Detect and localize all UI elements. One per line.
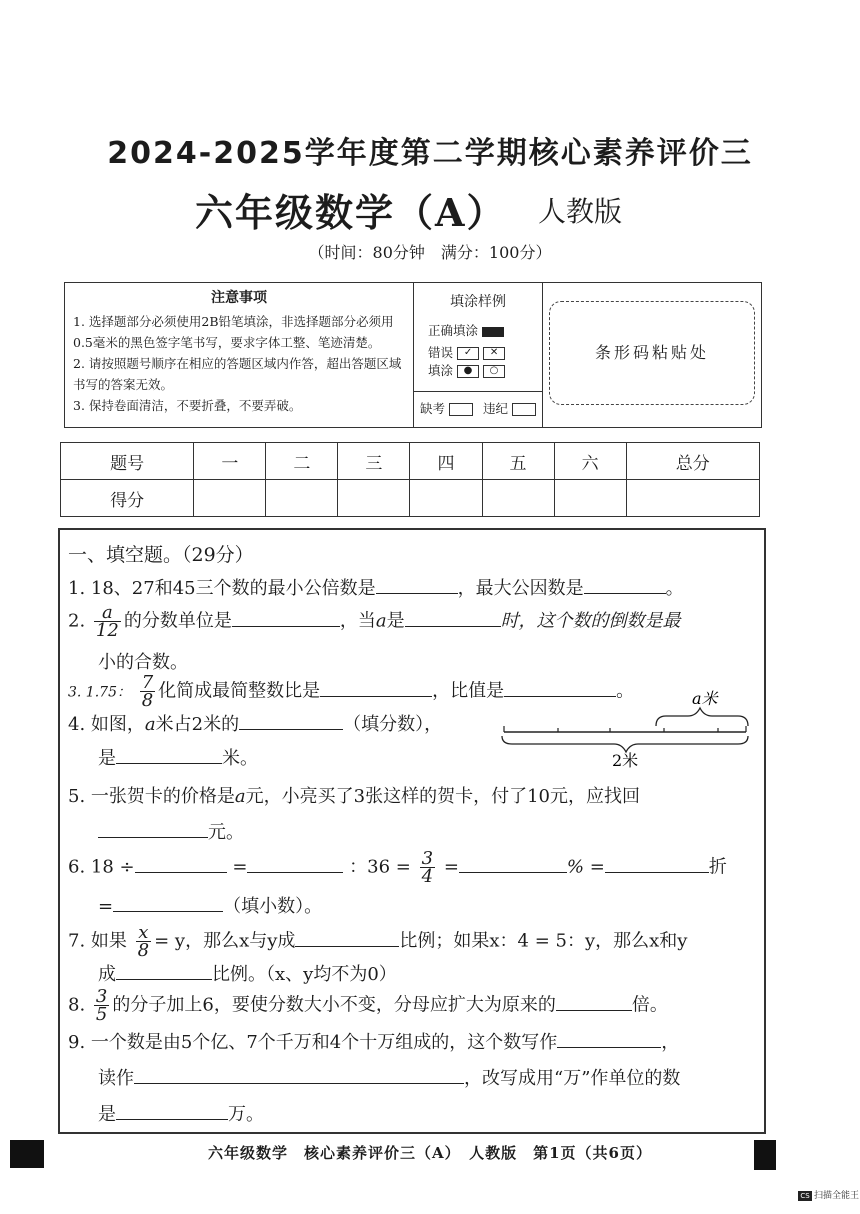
q2-variable: a (375, 610, 387, 632)
fraction-denominator: 8 (141, 690, 154, 711)
filled-box-icon (482, 327, 504, 337)
question-5 (68, 782, 640, 808)
score-input-cell[interactable] (626, 480, 759, 517)
correct-fill-row (428, 321, 504, 339)
q6-text-2: = (232, 856, 248, 878)
q1-text: 1. 18、27和45三个数的最小公倍数是 (68, 578, 376, 599)
fraction-denominator: 8 (137, 940, 150, 961)
wrong-fill-label-2: 填涂 (428, 363, 454, 378)
question-6-line2 (98, 892, 322, 918)
segment-figure (496, 690, 756, 768)
violation-checkbox[interactable] (512, 403, 536, 416)
answer-blank[interactable] (295, 928, 399, 947)
circle-box-icon: ○ (483, 365, 505, 378)
q7-text-2: = y，那么x与y成 (154, 930, 296, 952)
notice-item: 1. 选择题部分必须使用2B铅笔填涂，非选择题部分必须用0.5毫米的黑色签字笔书写，要求字体工整、笔迹清楚。 (73, 314, 394, 350)
question-9-line2 (98, 1064, 680, 1090)
q2-text-4: 时，这个数的倒数是最 (500, 610, 681, 632)
fraction-numerator: 7 (141, 672, 154, 693)
fraction (140, 674, 155, 709)
q2-text-2: ，当 (339, 610, 376, 632)
fill-sample-panel (414, 283, 543, 427)
answer-blank[interactable] (557, 1029, 661, 1048)
q8-text-2: 倍。 (631, 994, 668, 1016)
q3-text: 3. 1.75： (68, 684, 131, 701)
q3-text-3: ，比值是 (432, 680, 505, 702)
q4-text-3: （填分数）， (343, 714, 443, 735)
q2-number: 2. (68, 610, 86, 632)
q8-number: 8. (68, 994, 86, 1016)
table-cell: 三 (338, 443, 410, 480)
question-9-line3 (98, 1100, 264, 1126)
fraction-numerator: a (94, 604, 121, 622)
answer-blank[interactable] (247, 854, 343, 873)
scanner-logo-icon: CS (798, 1191, 812, 1201)
q8-text: 的分子加上6，要使分数大小不变，分母应扩大为原来的 (112, 994, 556, 1016)
edition-label: 人教版 (538, 195, 623, 228)
notice-panel (65, 283, 414, 427)
answer-blank[interactable] (584, 575, 666, 594)
correct-fill-label: 正确填涂 (428, 323, 479, 338)
table-cell: 四 (410, 443, 482, 480)
answer-blank[interactable] (239, 711, 343, 730)
table-cell: 二 (266, 443, 338, 480)
question-6 (68, 850, 727, 885)
q6-text-5: % = (566, 856, 605, 878)
answer-blank[interactable] (116, 1101, 228, 1120)
exam-title: 2024-2025学年度第二学期核心素养评价三 (107, 136, 753, 171)
fraction-denominator: 5 (95, 1004, 108, 1025)
score-input-cell[interactable] (338, 480, 410, 517)
exam-subtitle: 六年级数学（A） (195, 190, 507, 235)
q9-text-2: ， (661, 1032, 680, 1053)
notice-item: 2. 请按照题号顺序在相应的答题区域内作答，超出答题区域书写的答案无效。 (73, 356, 402, 392)
top-brace (656, 708, 748, 726)
watermark-text: 扫描全能王 (814, 1191, 860, 1201)
wrong-fill-label: 错误 (428, 345, 454, 360)
q7-line2-text: 成 (98, 964, 116, 985)
q4-line2-text-2: 米。 (222, 748, 258, 769)
fraction (136, 924, 151, 959)
q6-line2-text-2: （填小数）。 (223, 896, 323, 917)
absent-checkbox[interactable] (449, 403, 473, 416)
q2-text: 的分数单位是 (123, 610, 232, 632)
answer-blank[interactable] (135, 854, 227, 873)
q6-text-6: 折 (708, 856, 727, 878)
q4-line2-text: 是 (98, 748, 116, 769)
absent-label: 缺考 (420, 401, 446, 416)
question-5-line2 (98, 818, 244, 844)
q4-text: 4. 如图， (68, 714, 145, 735)
cross-box-icon: ✕ (483, 347, 505, 360)
q7-text: 7. 如果 (68, 930, 127, 952)
bottom-brace (502, 736, 748, 752)
dot-box-icon: ● (457, 365, 479, 378)
q9-line2-text: 读作 (98, 1068, 134, 1089)
fraction-numerator: x (136, 924, 151, 942)
question-9 (68, 1028, 679, 1054)
q3-text-2: 化简成最简整数比是 (158, 680, 321, 702)
q1-text-2: ，最大公因数是 (457, 578, 584, 599)
section-title: 一、填空题。（29分） (68, 544, 254, 566)
q4-variable: a (144, 714, 156, 735)
answer-blank[interactable] (405, 608, 501, 627)
q6-text: 6. 18 ÷ (68, 856, 135, 878)
question-2-line2: 小的合数。 (98, 652, 188, 673)
fraction-denominator: 12 (95, 620, 119, 641)
wrong-fill-row-2 (428, 361, 505, 379)
score-header-row (61, 443, 760, 480)
q7-text-3: 比例；如果x：4 = 5：y，那么x和y (399, 930, 688, 952)
answer-blank[interactable] (116, 745, 222, 764)
score-input-cell[interactable] (410, 480, 482, 517)
q5-text: 5. 一张贺卡的价格是 (68, 786, 235, 807)
q2-text-3: 是 (386, 610, 405, 632)
notice-item: 3. 保持卷面清洁，不要折叠，不要弄破。 (73, 398, 302, 413)
time-info: （时间：80分钟 满分：100分） (308, 243, 552, 262)
fraction-numerator: 3 (421, 848, 434, 869)
fill-sample-title: 填涂样例 (450, 294, 506, 310)
q7-line2-text-2: 比例。（x、y均不为0） (212, 964, 397, 985)
answer-blank[interactable] (459, 854, 567, 873)
question-1 (68, 574, 684, 600)
answer-blank[interactable] (376, 575, 458, 594)
q5-line2-text: 元。 (208, 822, 244, 843)
q1-text-3: 。 (665, 578, 684, 599)
segment-ticks (504, 726, 746, 732)
q9-line3-text: 是 (98, 1104, 116, 1125)
q6-text-3: ：36 = (349, 856, 411, 878)
fraction (94, 604, 121, 639)
table-cell: 五 (482, 443, 554, 480)
answer-blank[interactable] (232, 608, 340, 627)
fraction (420, 850, 435, 885)
q3-text-4: 。 (616, 680, 635, 702)
question-4 (68, 710, 442, 736)
question-4-line2 (98, 744, 258, 770)
question-2 (68, 604, 681, 639)
answer-blank[interactable] (116, 961, 212, 980)
table-cell: 一 (194, 443, 266, 480)
table-cell: 总分 (626, 443, 759, 480)
table-cell: 得分 (61, 480, 194, 517)
question-7-line2 (98, 960, 397, 986)
answer-blank[interactable] (556, 992, 632, 1011)
score-input-cell[interactable] (554, 480, 626, 517)
barcode-area: 条形码粘贴处 (549, 301, 755, 405)
answer-blank[interactable] (134, 1065, 464, 1084)
top-brace-label: a米 (692, 690, 718, 708)
answer-blank[interactable] (98, 819, 208, 838)
score-table (60, 442, 760, 517)
answer-blank[interactable] (605, 854, 709, 873)
wrong-fill-row (428, 343, 505, 361)
q5-text-2: 元，小亮买了3张这样的贺卡，付了10元，应找回 (245, 786, 640, 807)
q5-variable: a (234, 786, 246, 807)
q4-text-2: 米占2米的 (155, 714, 240, 735)
bottom-brace-label: 2米 (612, 751, 639, 768)
table-cell: 六 (554, 443, 626, 480)
notice-title: 注意事项 (211, 290, 267, 306)
scanner-watermark (798, 1188, 859, 1201)
fraction-denominator: 4 (421, 866, 434, 887)
violation-label: 违纪 (483, 401, 509, 416)
fraction (94, 988, 109, 1023)
answer-blank[interactable] (113, 893, 223, 912)
notice-box (64, 282, 762, 428)
score-input-cell[interactable] (194, 480, 266, 517)
check-box-icon: ✓ (457, 347, 479, 360)
q6-line2-text: = (98, 896, 114, 917)
question-7 (68, 924, 687, 959)
q6-text-4: = (443, 856, 459, 878)
absent-row (420, 399, 536, 417)
question-8 (68, 988, 668, 1023)
question-section (58, 528, 766, 1134)
q9-text: 9. 一个数是由5个亿、7个千万和4个十万组成的，这个数写作 (68, 1032, 558, 1053)
table-cell: 题号 (61, 443, 194, 480)
fraction-numerator: 3 (95, 986, 108, 1007)
answer-blank[interactable] (320, 678, 432, 697)
score-input-cell[interactable] (266, 480, 338, 517)
score-value-row (61, 480, 760, 517)
q9-line3-text-2: 万。 (228, 1104, 264, 1125)
page-footer: 六年级数学 核心素养评价三（A） 人教版 第1页（共6页） (207, 1144, 652, 1162)
score-input-cell[interactable] (482, 480, 554, 517)
q9-line2-text-2: ，改写成用“万”作单位的数 (464, 1068, 681, 1089)
